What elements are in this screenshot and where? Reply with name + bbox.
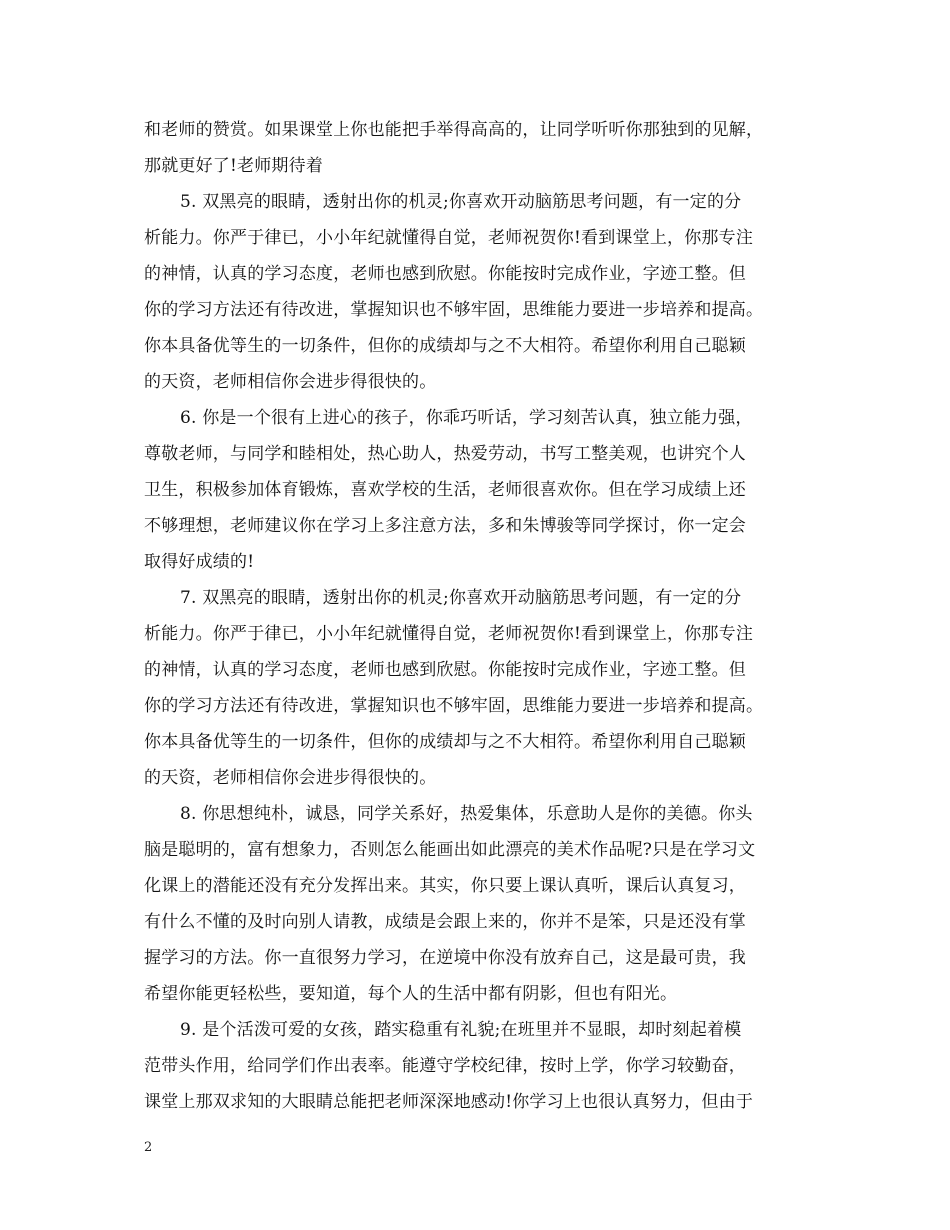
paragraph-9-start: 9. 是个活泼可爱的女孩，踏实稳重有礼貌;在班里并不显眼，却时刻起着模: [180, 1020, 742, 1040]
text-line: 和老师的赞赏。如果课堂上你也能把手举得高高的，让同学听听你那独到的见解，: [144, 120, 764, 140]
text-line: 范带头作用，给同学们作出表率。能遵守学校纪律，按时上学，你学习较勤奋，: [144, 1056, 746, 1076]
paragraph-6-start: 6. 你是一个很有上进心的孩子，你乖巧听话，学习刻苦认真，独立能力强，: [180, 408, 753, 428]
text-line: 的神情，认真的学习态度，老师也感到欣慰。你能按时完成作业，字迹工整。但: [144, 264, 746, 284]
text-line: 取得好成绩的!: [144, 552, 255, 572]
text-line: 的天资，老师相信你会进步得很快的。: [144, 372, 437, 392]
page-number: 2: [144, 1140, 153, 1155]
text-line: 析能力。你严于律已，小小年纪就懂得自觉，老师祝贺你!看到课堂上，你那专注: [144, 228, 754, 248]
document-body: [144, 112, 824, 1120]
text-line: 卫生，积极参加体育锻炼，喜欢学校的生活，老师很喜欢你。但在学习成绩上还: [144, 480, 746, 500]
text-line: 的天资，老师相信你会进步得很快的。: [144, 768, 437, 788]
paragraph-7-start: 7. 双黑亮的眼睛，透射出你的机灵;你喜欢开动脑筋思考问题，有一定的分: [180, 588, 742, 608]
text-line: 握学习的方法。你一直很努力学习，在逆境中你没有放弃自己，这是最可贵，我: [144, 948, 746, 968]
text-line: 不够理想，老师建议你在学习上多注意方法，多和朱博骏等同学探讨，你一定会: [144, 516, 746, 536]
text-line: 有什么不懂的及时向别人请教，成绩是会跟上来的，你并不是笨，只是还没有掌: [144, 912, 746, 932]
text-line: 脑是聪明的，富有想象力，否则怎么能画出如此漂亮的美术作品呢?只是在学习文: [144, 840, 756, 860]
text-line: 析能力。你严于律已，小小年纪就懂得自觉，老师祝贺你!看到课堂上，你那专注: [144, 624, 754, 644]
text-line: 的神情，认真的学习态度，老师也感到欣慰。你能按时完成作业，字迹工整。但: [144, 660, 746, 680]
paragraph-8-start: 8. 你思想纯朴，诚恳，同学关系好，热爱集体，乐意助人是你的美德。你头: [180, 804, 753, 824]
text-line: 尊敬老师，与同学和睦相处，热心助人，热爱劳动，书写工整美观，也讲究个人: [144, 444, 746, 464]
text-line: 你的学习方法还有待改进，掌握知识也不够牢固，思维能力要进一步培养和提高。: [144, 300, 764, 320]
text-line: 你的学习方法还有待改进，掌握知识也不够牢固，思维能力要进一步培养和提高。: [144, 696, 764, 716]
text-line: 那就更好了!老师期待着: [144, 156, 324, 176]
text-line: 希望你能更轻松些，要知道，每个人的生活中都有阴影，但也有阳光。: [144, 984, 678, 1004]
text-line: 化课上的潜能还没有充分发挥出来。其实，你只要上课认真听，课后认真复习，: [144, 876, 746, 896]
text-line: 你本具备优等生的一切条件，但你的成绩却与之不大相符。希望你利用自己聪颖: [144, 732, 746, 752]
text-line: 你本具备优等生的一切条件，但你的成绩却与之不大相符。希望你利用自己聪颖: [144, 336, 746, 356]
text-line: 课堂上那双求知的大眼睛总能把老师深深地感动!你学习上也很认真努力，但由于: [144, 1092, 754, 1112]
paragraph-5-start: 5. 双黑亮的眼睛，透射出你的机灵;你喜欢开动脑筋思考问题，有一定的分: [180, 192, 742, 212]
